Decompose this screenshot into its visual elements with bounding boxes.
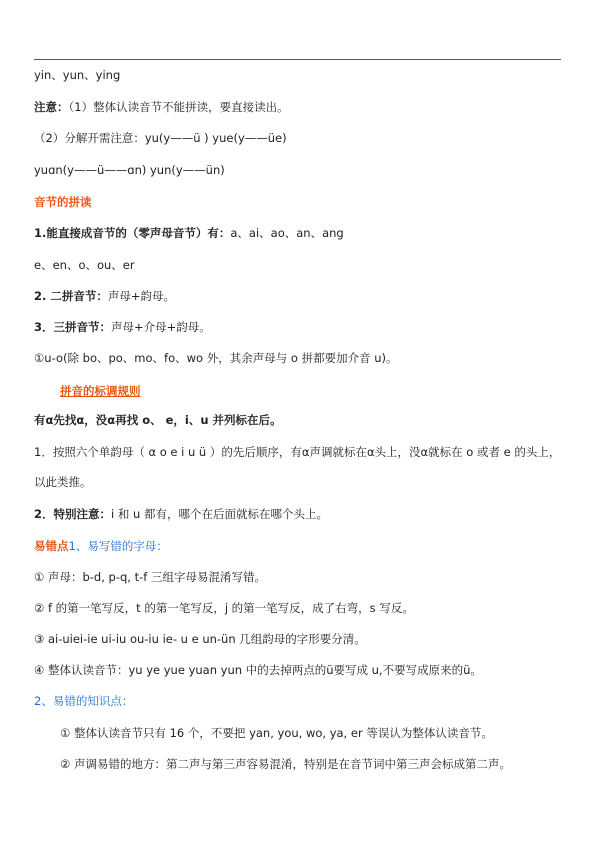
- tone-rule-2-text: i 和 u 都有，哪个在后面就标在哪个头上。: [111, 507, 328, 521]
- tone-rule-1b: 以此类推。: [34, 475, 92, 489]
- yuan-line: yuɑn(y——ü——ɑn) yun(y——ün): [34, 163, 225, 177]
- zero-initial-label: 1.能直接成音节的（零声母音节）有：: [34, 226, 231, 240]
- errors-title: 易错点: [34, 539, 69, 553]
- error-item-2: ② f 的第一笔写反，t 的第一笔写反，j 的第一笔写反，成了右弯，s 写反。: [34, 601, 414, 615]
- section-heading-errors: [34, 539, 168, 554]
- section-heading-tone-rules: 拼音的标调规则: [60, 384, 141, 398]
- error-item-4: ④ 整体认读音节：yu ye yue yuan yun 中的去掉两点的ü要写成 u,不要写成原来的ü。: [34, 663, 482, 677]
- section-heading-syllable-spelling: 音节的拼读: [34, 195, 92, 209]
- note-label: 注意：: [34, 100, 69, 114]
- tone-rule-1a: 1．按照六个单韵母（ α o e i u ü ）的先后顺序，有α声调就标在α头上，没α就标在 o 或者 e 的头上，: [34, 445, 561, 459]
- tone-rule-2-label: 2．特别注意：: [34, 507, 112, 521]
- tone-rule-2: [34, 507, 328, 522]
- three-part-text: 声母+介母+韵母。: [111, 320, 211, 334]
- zero-initial-text: a、ai、ao、an、ang: [230, 226, 344, 240]
- note-text: （1）整体认读音节不能拼读，要直接读出。: [68, 100, 289, 114]
- two-part-line: [34, 289, 175, 304]
- top-rule: [34, 59, 561, 60]
- tone-rule: 有α先找α，没α再找 o、 e，i、u 并列标在后。: [34, 413, 282, 427]
- error-item-3: ③ ai-uiei-ie ui-iu ou-iu ie- u e un-ün 几组韵母的字形要分清。: [34, 632, 366, 646]
- error-item-1: ① 声母：b-d, p-q, t-f 三组字母易混淆写错。: [34, 570, 266, 584]
- section-heading-knowledge: 2、易错的知识点：: [34, 694, 134, 708]
- two-part-text: 声母+韵母。: [107, 289, 176, 303]
- note-line: [34, 100, 289, 115]
- errors-subtitle: 1、易写错的字母：: [68, 539, 168, 553]
- line-yin-yun-ying: yin、yun、ying: [34, 68, 121, 82]
- zero-initial-line-2: e、en、o、ou、er: [34, 258, 135, 272]
- three-part-line: [34, 320, 211, 335]
- three-part-label: 3．三拼音节：: [34, 320, 112, 334]
- two-part-label: 2. 二拼音节：: [34, 289, 108, 303]
- knowledge-item-1: ① 整体认读音节只有 16 个，不要把 yan, you, wo, ya, er 等误认为整体认读音节。: [60, 726, 493, 740]
- knowledge-item-2: ② 声调易错的地方：第二声与第三声容易混淆，特别是在音节词中第三声会标成第二声。: [60, 757, 511, 771]
- note-2-line: （2）分解开需注意：yu(y——ü ) yue(y——üe): [34, 131, 287, 145]
- uo-line: ①u-o(除 bo、po、mo、fo、wo 外，其余声母与 o 拼都要加介音 u)。: [34, 351, 398, 365]
- zero-initial-line: [34, 226, 344, 241]
